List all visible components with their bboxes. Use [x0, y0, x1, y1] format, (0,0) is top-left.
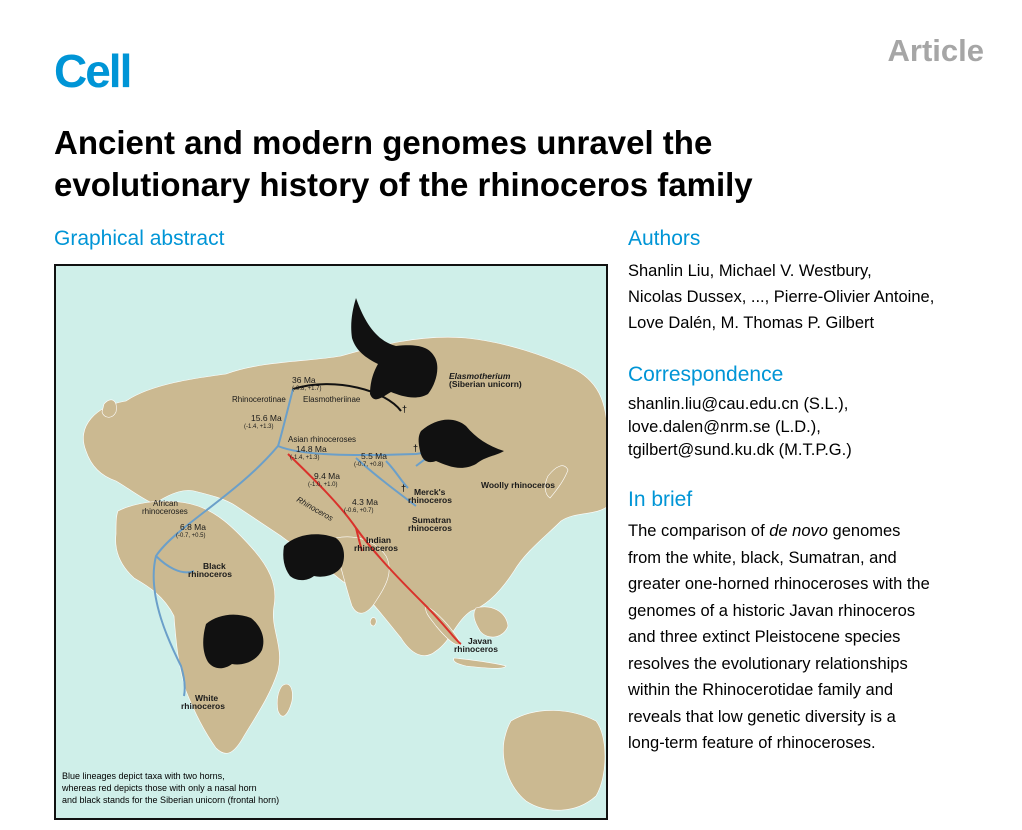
- date-36ma: 36 Ma: [292, 375, 316, 385]
- journal-logo: Cell: [54, 45, 131, 97]
- elasmotherium-label-2: (Siberian unicorn): [449, 379, 522, 389]
- authors-line-2: Nicolas Dussex, ..., Pierre-Olivier Antoine,: [628, 288, 935, 306]
- sumatran-label-1: Sumatran: [412, 515, 452, 525]
- white-rhino-label-2: rhinoceros: [181, 701, 225, 711]
- mercks-label-1: Merck's: [414, 487, 446, 497]
- correspondence-list: [628, 393, 852, 462]
- rhinoceros-genus-label: Rhinoceros: [295, 494, 335, 523]
- date-14-8ma-ci: (-1.4, +1.3): [290, 455, 320, 461]
- phylogeny-map: [56, 266, 606, 818]
- elasmotherium-dagger: †: [402, 404, 408, 414]
- woolly-rhino-label: Woolly rhinoceros: [481, 480, 555, 490]
- in-brief-line-4: genomes of a historic Javan rhinoceros: [628, 601, 916, 620]
- sri-lanka-island: [370, 618, 376, 626]
- black-rhino-label-2: rhinoceros: [188, 569, 232, 579]
- authors-line-3: Love Dalén, M. Thomas P. Gilbert: [628, 314, 875, 332]
- in-brief-line-7: within the Rhinocerotidae family and: [628, 681, 894, 699]
- authors-heading: Authors: [628, 227, 701, 250]
- black-rhino-label-1: Black: [203, 561, 226, 571]
- javan-label-1: Javan: [468, 636, 493, 646]
- date-9-4ma-ci: (-1.0, +1.0): [308, 482, 338, 488]
- date-4-3ma-ci: (-0.6, +0.7): [344, 508, 374, 514]
- in-brief-line-9: long-term feature of rhinoceroses.: [628, 734, 876, 752]
- correspondence-email-3[interactable]: tgilbert@sund.ku.dk (M.T.P.G.): [628, 441, 852, 459]
- mercks-label-2: rhinoceros: [408, 495, 452, 505]
- date-4-3ma: 4.3 Ma: [352, 497, 378, 507]
- date-14-8ma: 14.8 Ma: [296, 444, 327, 454]
- borneo-island: [474, 607, 508, 637]
- in-brief-line-1-pre: The comparison of: [628, 522, 770, 540]
- correspondence-email-2[interactable]: love.dalen@nrm.se (L.D.),: [628, 418, 821, 436]
- african-label-2: rhinoceroses: [142, 507, 188, 516]
- british-isles: [102, 400, 116, 417]
- caption-line-1: Blue lineages depict taxa with two horns,: [62, 771, 225, 781]
- date-6-8ma-ci: (-0.7, +0.5): [176, 533, 206, 539]
- title-line-1: Ancient and modern genomes unravel the: [54, 124, 713, 161]
- world-map-land: [83, 337, 606, 810]
- sumatran-label-2: rhinoceros: [408, 523, 452, 533]
- elasmotherium-label-1: Elasmotherium: [449, 371, 511, 381]
- in-brief-line-5: and three extinct Pleistocene species: [628, 628, 901, 646]
- caption-line-2: whereas red depicts those with only a nasal horn: [62, 783, 257, 793]
- date-36ma-ci: (-0.8, +1.7): [292, 386, 322, 392]
- date-15-6ma-ci: (-1.4, +1.3): [244, 424, 274, 430]
- in-brief-line-1: [628, 518, 930, 545]
- african-label-1: African: [153, 499, 178, 508]
- date-9-4ma: 9.4 Ma: [314, 471, 340, 481]
- white-rhino-label-1: White: [195, 693, 219, 703]
- australia-landmass: [503, 710, 605, 810]
- javan-label-2: rhinoceros: [454, 644, 498, 654]
- rhinocerotinae-label: Rhinocerotinae: [232, 395, 286, 404]
- in-brief-line-3: greater one-horned rhinoceroses with the: [628, 575, 930, 593]
- mercks-dagger: †: [401, 483, 407, 493]
- in-brief-line-2: from the white, black, Sumatran, and: [628, 548, 897, 567]
- in-brief-line-6: resolves the evolutionary relationships: [628, 654, 908, 673]
- authors-line-1: Shanlin Liu, Michael V. Westbury,: [628, 262, 872, 280]
- in-brief-line-1-post: genomes: [827, 522, 901, 540]
- authors-list: [628, 258, 934, 336]
- madagascar-island: [277, 684, 292, 716]
- asian-rhinos-label: Asian rhinoceroses: [288, 435, 357, 444]
- caption-line-3: and black stands for the Siberian unicorn (frontal horn): [62, 795, 280, 805]
- indian-label-2: rhinoceros: [354, 543, 398, 553]
- correspondence-email-1[interactable]: shanlin.liu@cau.edu.cn (S.L.),: [628, 395, 849, 413]
- graphical-abstract-figure: [54, 264, 608, 820]
- in-brief-line-1-em: de novo: [769, 522, 828, 540]
- correspondence-heading: Correspondence: [628, 363, 784, 386]
- title-line-2: evolutionary history of the rhinoceros family: [54, 166, 753, 203]
- date-5-5ma-ci: (-0.7, +0.8): [354, 462, 384, 468]
- java-island: [454, 658, 506, 668]
- date-15-6ma: 15.6 Ma: [251, 413, 282, 423]
- in-brief-heading: In brief: [628, 488, 693, 511]
- in-brief-text: [628, 518, 930, 757]
- graphical-abstract-heading: Graphical abstract: [54, 227, 225, 250]
- indian-label-1: Indian: [366, 535, 392, 545]
- article-title: [54, 122, 934, 206]
- date-6-8ma: 6.8 Ma: [180, 522, 206, 532]
- article-type-label: Article: [887, 33, 984, 68]
- woolly-dagger: †: [413, 443, 419, 453]
- elasmotheriinae-label: Elasmotheriinae: [303, 395, 361, 404]
- figure-caption: [62, 770, 279, 806]
- in-brief-line-8: reveals that low genetic diversity is a: [628, 707, 896, 726]
- date-5-5ma: 5.5 Ma: [361, 451, 387, 461]
